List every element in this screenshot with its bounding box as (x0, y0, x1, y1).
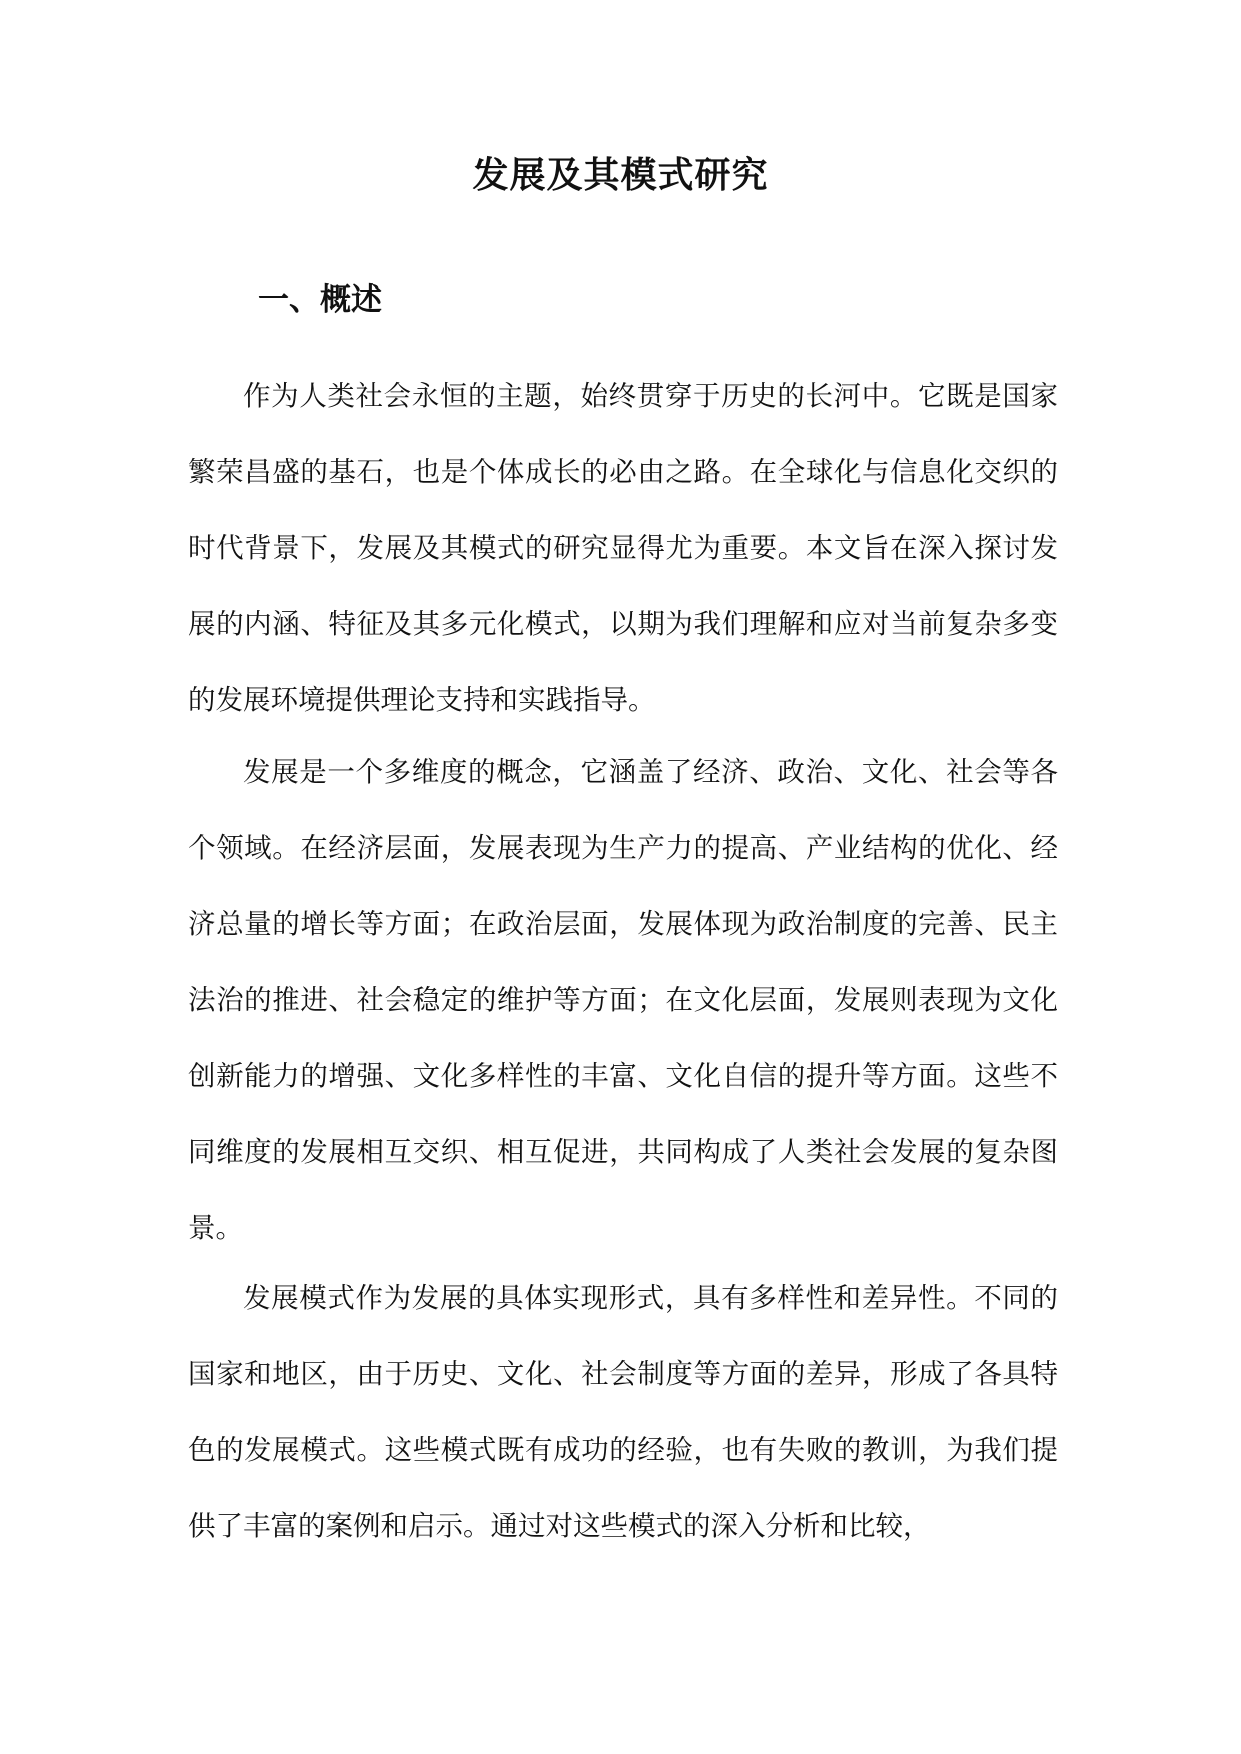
paragraph-text: 发展模式作为发展的具体实现形式，具有多样性和差异性。不同的国家和地区，由于历史、文化、社会制度等方面的差异，形成了各具特色的发展模式。这些模式既有成功的经验，也有失败的教训，为我们提供了丰富的案例和启示。通过对这些模式的深入分析和比较， (188, 1282, 1058, 1542)
paragraph-1 (188, 358, 1058, 738)
paragraph-2 (188, 734, 1058, 1266)
section-heading: 一、概述 (258, 282, 382, 318)
paragraph-text: 作为人类社会永恒的主题，始终贯穿于历史的长河中。它既是国家繁荣昌盛的基石，也是个体成长的必由之路。在全球化与信息化交织的时代背景下，发展及其模式的研究显得尤为重要。本文旨在深入探讨发展的内涵、特征及其多元化模式，以期为我们理解和应对当前复杂多变的发展环境提供理论支持和实践指导。 (188, 380, 1058, 716)
document-title: 发展及其模式研究 (472, 154, 769, 196)
paragraph-3 (188, 1260, 1058, 1564)
paragraph-text: 发展是一个多维度的概念，它涵盖了经济、政治、文化、社会等各个领域。在经济层面，发展表现为生产力的提高、产业结构的优化、经济总量的增长等方面；在政治层面，发展体现为政治制度的完善、民主法治的推进、社会稳定的维护等方面；在文化层面，发展则表现为文化创新能力的增强、文化多样性的丰富、文化自信的提升等方面。这些不同维度的发展相互交织、相互促进，共同构成了人类社会发展的复杂图景。 (188, 756, 1058, 1244)
